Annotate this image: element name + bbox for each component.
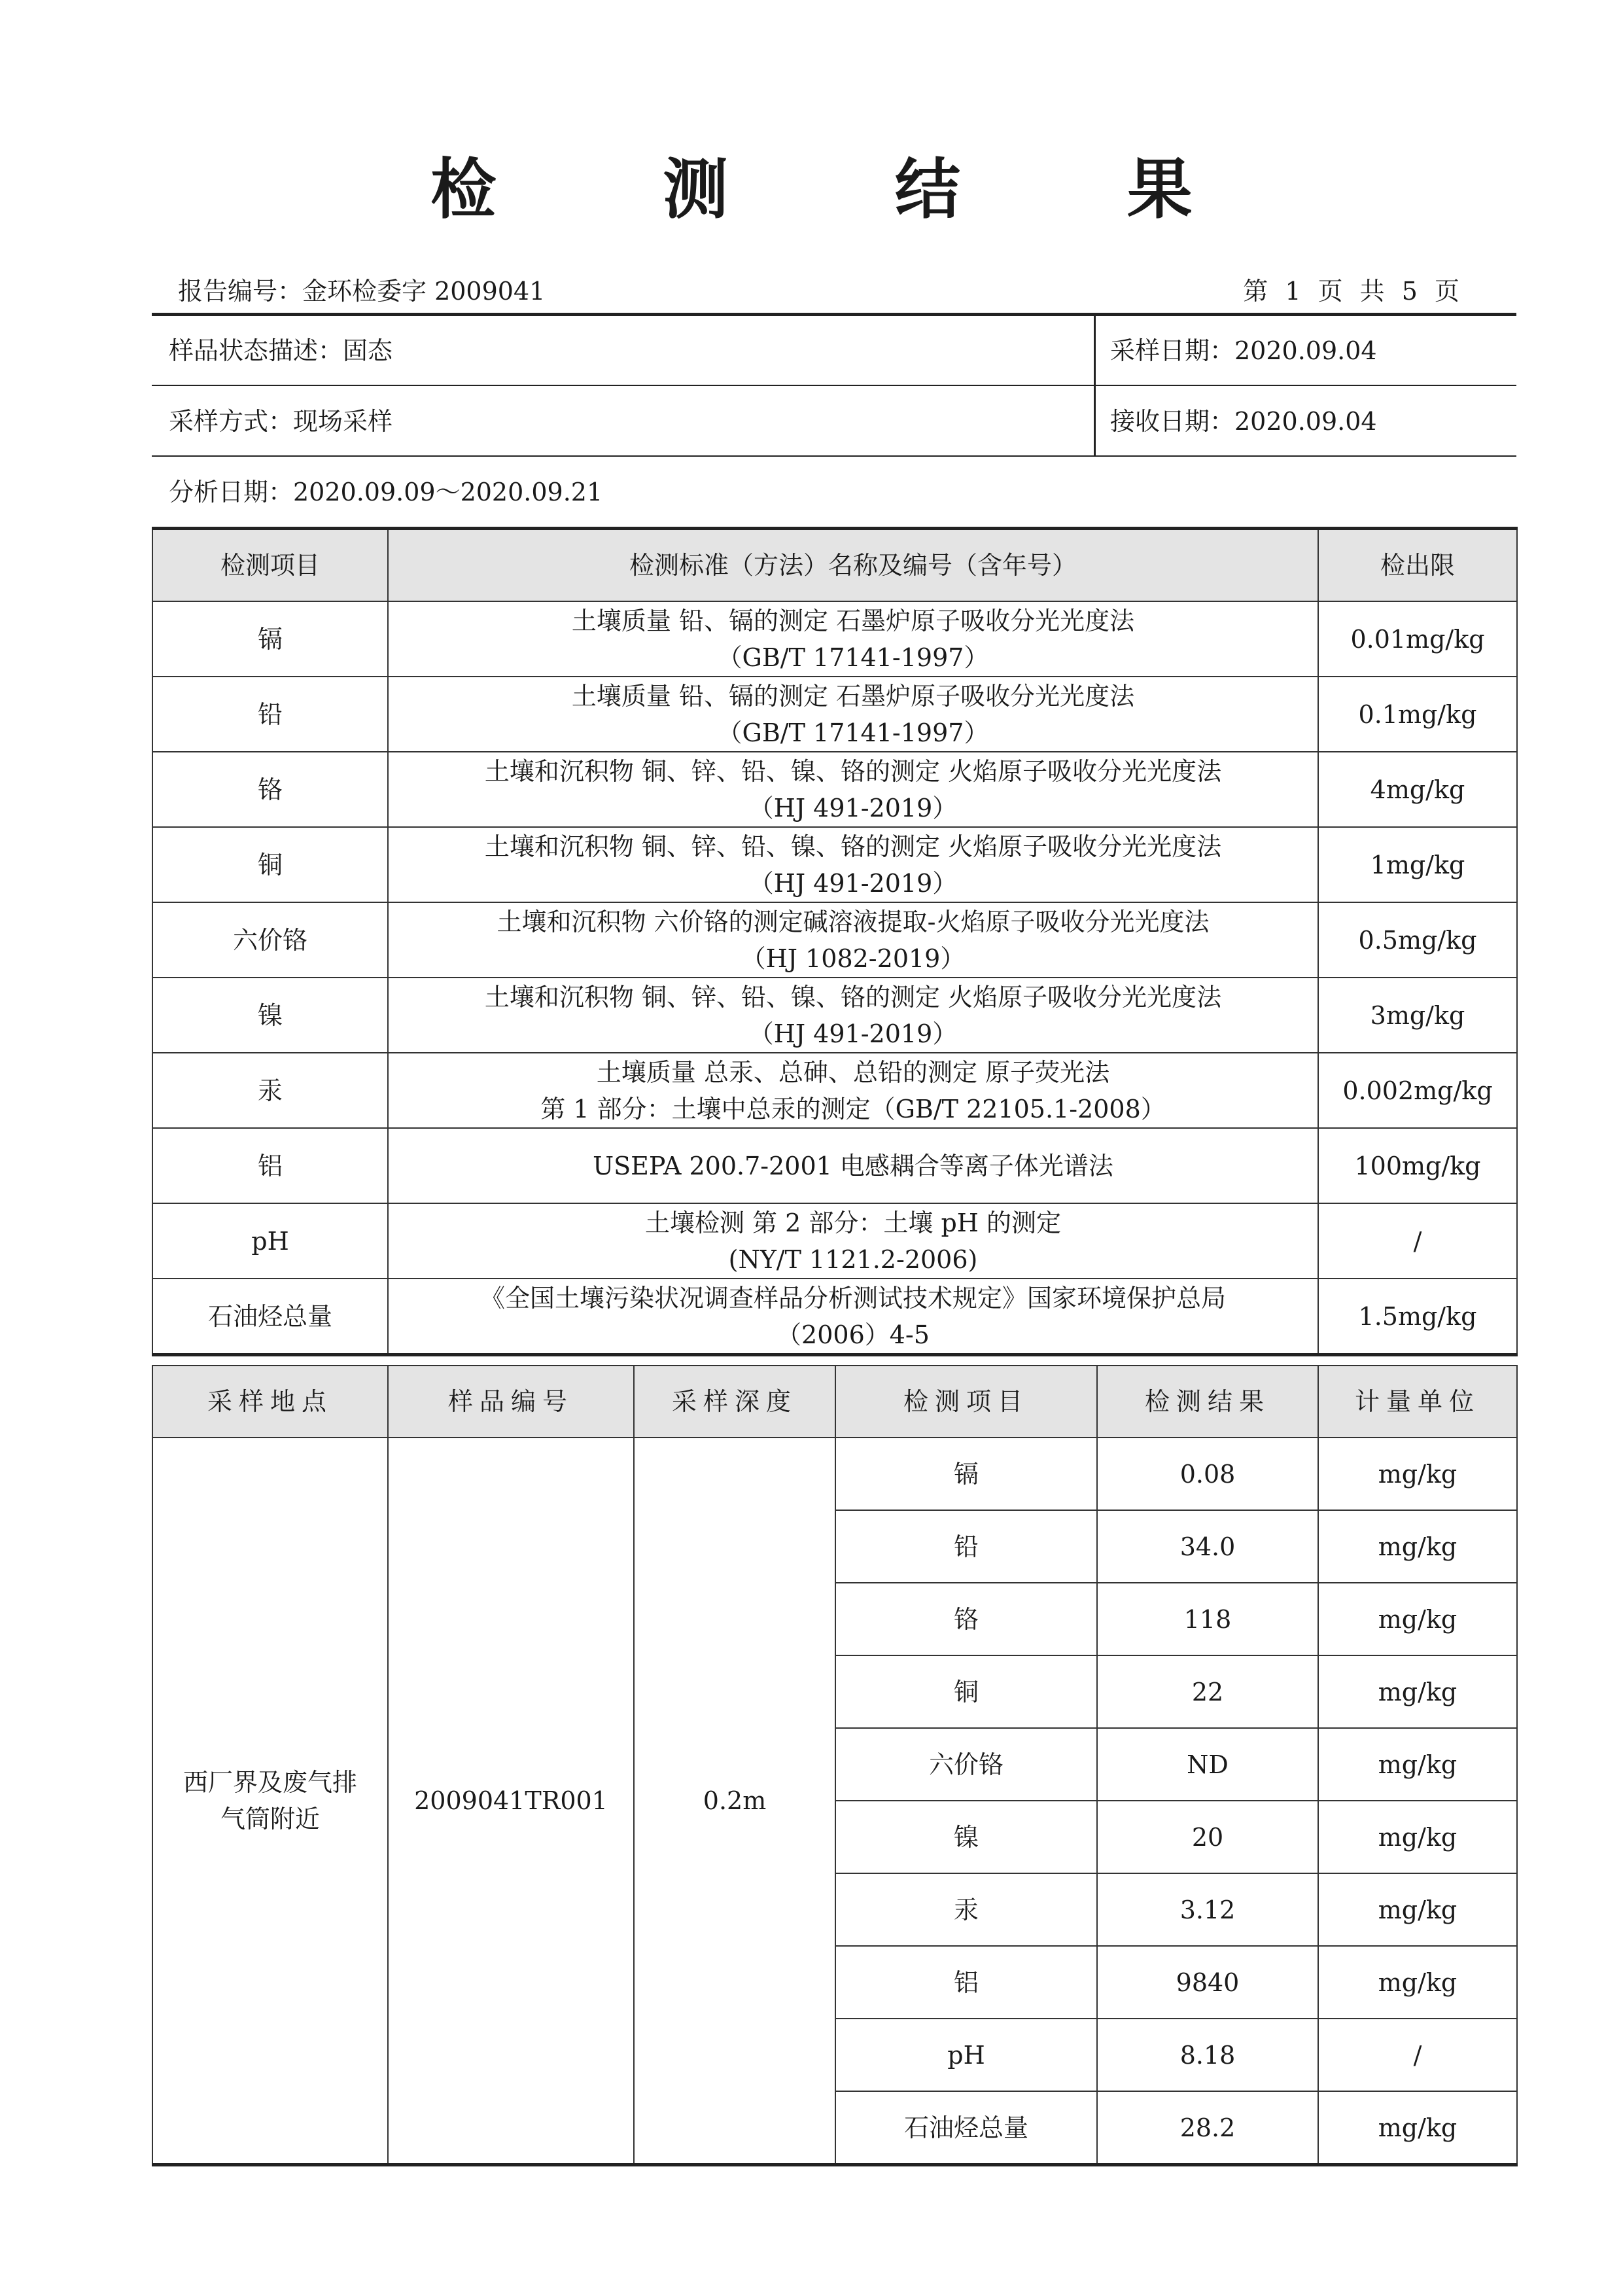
method-item: 镉 xyxy=(152,601,388,677)
table-row xyxy=(152,827,1517,902)
location-line: 气筒附近 xyxy=(220,1805,320,1833)
result-item: 铜 xyxy=(835,1655,1097,1728)
result-value: 34.0 xyxy=(1097,1510,1318,1583)
info-rule-2 xyxy=(152,455,1516,457)
table-row xyxy=(152,1203,1517,1279)
results-table xyxy=(152,1365,1518,2166)
method-code: (NY/T 1121.2-2006) xyxy=(728,1245,978,1274)
method-name xyxy=(388,752,1318,827)
method-line: 《全国土壤污染状况调查样品分析测试技术规定》国家环境保护总局 xyxy=(480,1283,1226,1313)
sample-state: 样品状态描述：固态 xyxy=(169,336,393,365)
method-line: 土壤质量 铅、镉的测定 石墨炉原子吸收分光光度法 xyxy=(571,681,1135,711)
method-code: （HJ 491-2019） xyxy=(748,793,958,822)
result-unit: mg/kg xyxy=(1318,1801,1517,1873)
result-unit: mg/kg xyxy=(1318,1728,1517,1801)
table-row xyxy=(152,1279,1517,1355)
method-name xyxy=(388,601,1318,677)
result-unit: mg/kg xyxy=(1318,1655,1517,1728)
table-row xyxy=(152,677,1517,752)
method-item: 镍 xyxy=(152,978,388,1053)
table-row xyxy=(152,752,1517,827)
method-code: （HJ 1082-2019） xyxy=(741,944,966,973)
result-item: 汞 xyxy=(835,1873,1097,1946)
detection-limit: 0.1mg/kg xyxy=(1318,677,1517,752)
results-header-depth: 采样深度 xyxy=(634,1366,835,1438)
table-row xyxy=(152,1053,1517,1128)
result-item: pH xyxy=(835,2019,1097,2091)
method-item: 石油烃总量 xyxy=(152,1279,388,1355)
result-item: 铬 xyxy=(835,1583,1097,1655)
result-unit: mg/kg xyxy=(1318,1583,1517,1655)
method-name xyxy=(388,978,1318,1053)
method-line: USEPA 200.7-2001 电感耦合等离子体光谱法 xyxy=(593,1151,1113,1180)
result-item: 铅 xyxy=(835,1510,1097,1583)
method-item: 铅 xyxy=(152,677,388,752)
info-divider xyxy=(1094,316,1096,455)
result-unit: mg/kg xyxy=(1318,2091,1517,2165)
methods-header-item: 检测项目 xyxy=(152,529,388,602)
report-number: 报告编号：金环检委字 2009041 xyxy=(178,277,546,306)
result-value: 20 xyxy=(1097,1801,1318,1873)
results-header-item: 检测项目 xyxy=(835,1366,1097,1438)
method-item: 铝 xyxy=(152,1128,388,1203)
sampling-depth: 0.2m xyxy=(634,1438,835,2165)
result-item: 镍 xyxy=(835,1801,1097,1873)
method-item: 汞 xyxy=(152,1053,388,1128)
method-item: 铬 xyxy=(152,752,388,827)
result-unit: mg/kg xyxy=(1318,1946,1517,2019)
detection-limit: 0.5mg/kg xyxy=(1318,902,1517,978)
methods-header-limit: 检出限 xyxy=(1318,529,1517,602)
method-item: pH xyxy=(152,1203,388,1279)
page-info: 第 1 页 共 5 页 xyxy=(1243,277,1459,306)
methods-header-row xyxy=(152,529,1517,602)
method-name xyxy=(388,1203,1318,1279)
results-header-unit: 计量单位 xyxy=(1318,1366,1517,1438)
detection-limit: 3mg/kg xyxy=(1318,978,1517,1053)
detection-limit: 1mg/kg xyxy=(1318,827,1517,902)
method-code: （GB/T 17141-1997） xyxy=(717,643,989,672)
method-code: （2006）4-5 xyxy=(777,1320,930,1349)
method-name xyxy=(388,1128,1318,1203)
table-row xyxy=(152,978,1517,1053)
page-title: 检 测 结 果 xyxy=(430,151,1265,228)
table-row xyxy=(152,902,1517,978)
location-line: 西厂界及废气排 xyxy=(183,1768,357,1797)
detection-limit: 1.5mg/kg xyxy=(1318,1279,1517,1355)
result-value: 0.08 xyxy=(1097,1438,1318,1510)
result-value: 3.12 xyxy=(1097,1873,1318,1946)
result-value: ND xyxy=(1097,1728,1318,1801)
methods-header-method: 检测标准（方法）名称及编号（含年号） xyxy=(388,529,1318,602)
method-line: 土壤和沉积物 铜、锌、铅、镍、铬的测定 火焰原子吸收分光光度法 xyxy=(484,756,1222,786)
method-item: 六价铬 xyxy=(152,902,388,978)
method-code: （HJ 491-2019） xyxy=(748,868,958,898)
detection-limit: 4mg/kg xyxy=(1318,752,1517,827)
method-line: 土壤质量 铅、镉的测定 石墨炉原子吸收分光光度法 xyxy=(571,606,1135,635)
result-value: 8.18 xyxy=(1097,2019,1318,2091)
result-value: 118 xyxy=(1097,1583,1318,1655)
sampling-location xyxy=(152,1438,388,2165)
result-unit: / xyxy=(1318,2019,1517,2091)
result-unit: mg/kg xyxy=(1318,1510,1517,1583)
info-rule-1 xyxy=(152,385,1516,386)
table-row xyxy=(152,1438,1517,1510)
method-code: （HJ 491-2019） xyxy=(748,1019,958,1048)
analysis-date: 分析日期：2020.09.09～2020.09.21 xyxy=(169,478,603,506)
info-top-rule xyxy=(152,313,1516,316)
result-item: 铝 xyxy=(835,1946,1097,2019)
sampling-date: 采样日期：2020.09.04 xyxy=(1110,336,1377,365)
result-unit: mg/kg xyxy=(1318,1438,1517,1510)
method-name xyxy=(388,827,1318,902)
method-line: 土壤检测 第 2 部分：土壤 pH 的测定 xyxy=(644,1208,1062,1237)
method-line: 土壤和沉积物 铜、锌、铅、镍、铬的测定 火焰原子吸收分光光度法 xyxy=(484,832,1222,861)
method-name xyxy=(388,677,1318,752)
result-value: 22 xyxy=(1097,1655,1318,1728)
method-code: （GB/T 17141-1997） xyxy=(717,718,989,747)
method-item: 铜 xyxy=(152,827,388,902)
method-name xyxy=(388,1053,1318,1128)
sample-number: 2009041TR001 xyxy=(388,1438,634,2165)
result-unit: mg/kg xyxy=(1318,1873,1517,1946)
receipt-date: 接收日期：2020.09.04 xyxy=(1110,407,1377,436)
method-line: 土壤和沉积物 铜、锌、铅、镍、铬的测定 火焰原子吸收分光光度法 xyxy=(484,982,1222,1012)
result-item: 镉 xyxy=(835,1438,1097,1510)
method-name xyxy=(388,902,1318,978)
detection-limit: 0.002mg/kg xyxy=(1318,1053,1517,1128)
results-header-location: 采样地点 xyxy=(152,1366,388,1438)
method-name xyxy=(388,1279,1318,1355)
method-line: 土壤和沉积物 六价铬的测定碱溶液提取-火焰原子吸收分光光度法 xyxy=(497,907,1210,936)
result-value: 28.2 xyxy=(1097,2091,1318,2165)
sampling-method: 采样方式：现场采样 xyxy=(169,407,393,436)
method-code: 第 1 部分：土壤中总汞的测定（GB/T 22105.1-2008） xyxy=(540,1094,1166,1123)
table-row xyxy=(152,601,1517,677)
methods-table xyxy=(152,527,1518,1356)
detection-limit: / xyxy=(1318,1203,1517,1279)
method-line: 土壤质量 总汞、总砷、总铅的测定 原子荧光法 xyxy=(596,1057,1110,1087)
table-row xyxy=(152,1128,1517,1203)
results-header-sample-no: 样品编号 xyxy=(388,1366,634,1438)
result-item: 六价铬 xyxy=(835,1728,1097,1801)
result-value: 9840 xyxy=(1097,1946,1318,2019)
detection-limit: 100mg/kg xyxy=(1318,1128,1517,1203)
result-item: 石油烃总量 xyxy=(835,2091,1097,2165)
results-header-row xyxy=(152,1366,1517,1438)
results-header-result: 检测结果 xyxy=(1097,1366,1318,1438)
detection-limit: 0.01mg/kg xyxy=(1318,601,1517,677)
